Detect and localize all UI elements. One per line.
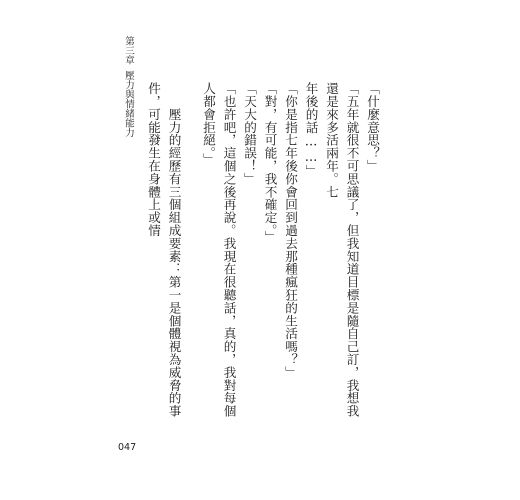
body-paragraph: 壓力的經歷有三個組成要素：第一是個體視為威脅的事件，可能發生在身體上或情: [146, 82, 182, 418]
body-text: [142, 82, 382, 420]
dialogue-line: 「你是指七年後你會回到過去那種瘋狂的生活嗎？」: [283, 82, 298, 379]
dialogue-line: 「天大的錯誤！」: [242, 82, 257, 186]
dialogue-line: 「對，有可能，我不確定。」: [262, 82, 278, 244]
running-header: [118, 36, 134, 137]
dialogue-line: 「也許吧，這個之後再說。我現在很聽話，真的，我對每個人都會拒絕。」: [201, 82, 237, 418]
chapter-title: 壓力與情緒能力: [123, 70, 134, 137]
chapter-label: 第三章: [123, 36, 134, 65]
dialogue-line: 「什麼意思？」: [365, 82, 380, 173]
paragraph-gap: [184, 82, 198, 420]
page-number: 047: [118, 442, 137, 453]
dialogue-line: 「五年就很不可思議了，但我知道目標是隨自己訂，我想我還是來多活兩年。七 年後的話……」: [303, 82, 360, 418]
